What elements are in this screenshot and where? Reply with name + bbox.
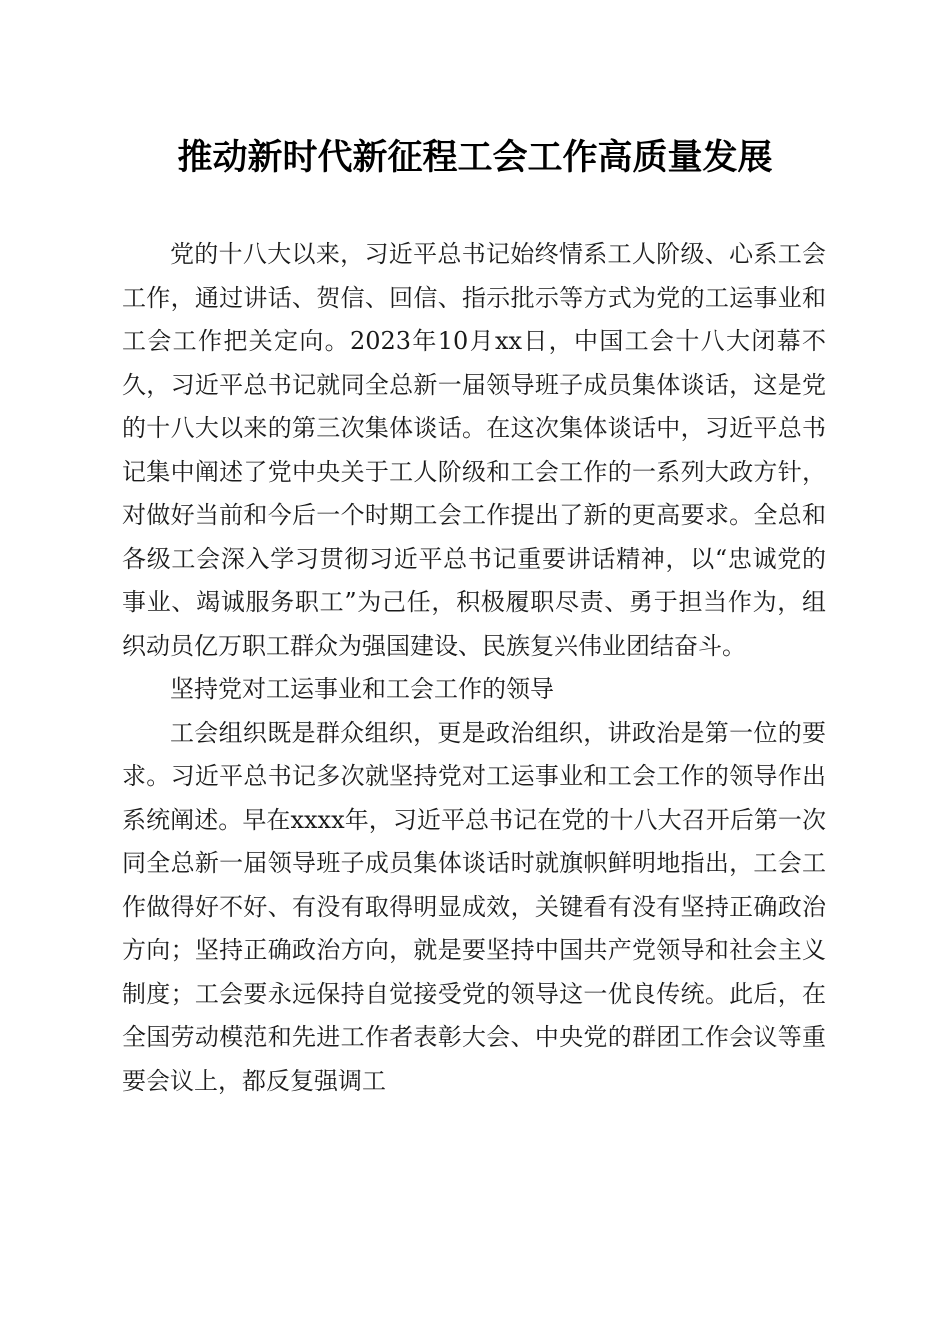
paragraph-intro: 党的十八大以来，习近平总书记始终情系工人阶级、心系工会工作，通过讲话、贺信、回信、指示批示等方式为党的工运事业和工会工作把关定向。2023年10月xx日，中国工会十八大闭幕不久，习近平总书记就同全总新一届领导班子成员集体谈话，这是党的十八大以来的第三次集体谈话。在这次集体谈话中，习近平总书记集中阐述了党中央关于工人阶级和工会工作的一系列大政方针，对做好当前和今后一个时期工会工作提出了新的更高要求。全总和各级工会深入学习贯彻习近平总书记重要讲话精神，以“忠诚党的事业、竭诚服务职工”为己任，积极履职尽责、勇于担当作为，组织动员亿万职工群众为强国建设、民族复兴伟业团结奋斗。 (122, 240, 826, 660)
paragraph-section-1: 工会组织既是群众组织，更是政治组织，讲政治是第一位的要求。习近平总书记多次就坚持党对工运事业和工会工作的领导作出系统阐述。早在xxxx年，习近平总书记在党的十八大召开后第一次同全总新一届领导班子成员集体谈话时就旗帜鲜明地指出，工会工作做得好不好、有没有取得明显成效，关键看有没有坚持正确政治方向；坚持正确政治方向，就是要坚持中国共产党领导和社会主义制度；工会要永远保持自觉接受党的领导这一优良传统。此后，在全国劳动模范和先进工作者表彰大会、中央党的群团工作会议等重要会议上，都反复强调工 (122, 718, 826, 1095)
document-title: 推动新时代新征程工会工作高质量发展 (177, 137, 773, 178)
document-body (122, 233, 826, 1103)
section-heading: 坚持党对工运事业和工会工作的领导 (170, 675, 554, 703)
